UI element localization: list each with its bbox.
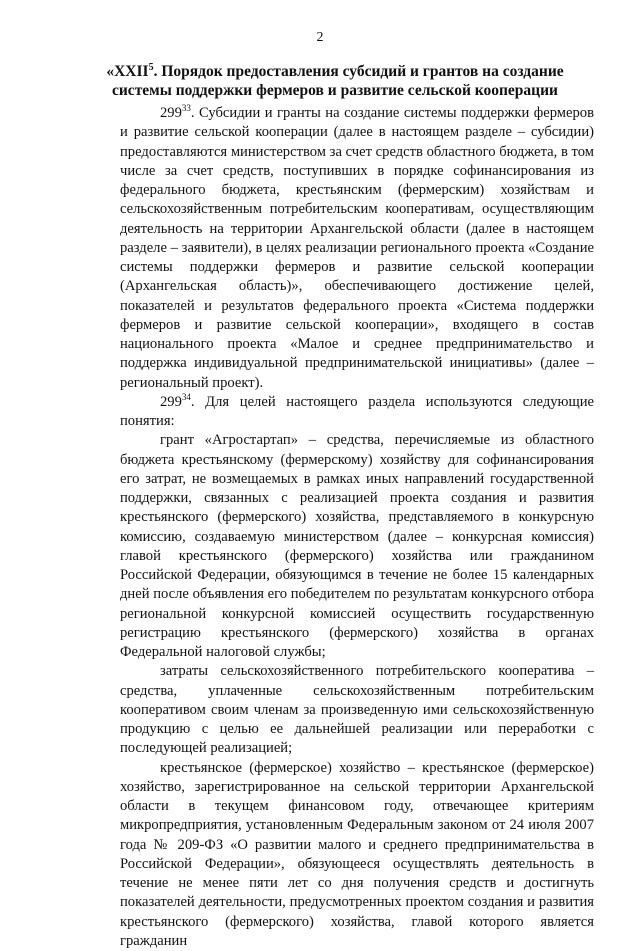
paragraph-superscript: 34	[182, 392, 191, 402]
heading-superscript: 5	[149, 62, 154, 73]
paragraph-text: затраты сельскохозяйственного потребительского кооператива – средства, уплаченные сельскохозяйственным потребительским кооперативом своим членам за произведенную ими сельскохозяйственную продукцию с целью ее дальнейшей реализации или переработки с последующей реализацией;	[120, 663, 594, 756]
paragraph-text: грант «Агростартап» – средства, перечисляемые из областного бюджета крестьянскому (фермерскому) хозяйству для софинансирования его затрат, не возмещаемых в рамках иных направлений государственной поддержки, связанных с реализацией проекта создания и развития крестьянского (фермерского) хозяйства, представляемого в конкурсную комиссию, создаваемую министерством (далее – конкурсная комиссия) главой крестьянского (фермерского) хозяйства или гражданином Российской Федерации, обязующимся в течение не более 15 календарных дней после объявления его победителем по результатам конкурсного отбора региональной конкурсной комиссией осуществить государственную регистрацию крестьянского (фермерского) хозяйства в органах Федеральной налоговой службы;	[120, 432, 594, 660]
document-body	[120, 104, 594, 951]
paragraph-299-34	[120, 393, 594, 432]
section-heading	[98, 58, 572, 100]
paragraph-number: 299	[160, 105, 182, 121]
page-number: 2	[0, 30, 640, 46]
paragraph-text: . Субсидии и гранты на создание системы поддержки фермеров и развитие сельской кооперации (далее в настоящем разделе – субсидии) предоставляются министерством за счет средств областного бюджета, в том числе за счет средств, поступивших в порядке софинансирования из федерального бюджета, крестьянским (фермерским) хозяйствам и сельскохозяйственным потребительским кооперативам, осуществляющим деятельность на территории Архангельской области (далее в настоящем разделе – заявители), в целях реализации регионального проекта «Создание системы поддержки фермеров и развитие сельской кооперации (Архангельская область)», обеспечивающего достижение целей, показателей и результатов федерального проекта «Система поддержки фермеров и развитие сельской кооперации», входящего в состав национального проекта «Малое и среднее предпринимательство и поддержка индивидуальной предпринимательской инициативы» (далее – региональный проект).	[120, 105, 594, 391]
paragraph-text: . Для целей настоящего раздела используются следующие понятия:	[120, 394, 594, 429]
definition-cooperative-costs	[120, 662, 594, 758]
paragraph-superscript: 33	[182, 103, 191, 113]
heading-prefix: «XXII	[106, 63, 148, 80]
heading-text: . Порядок предоставления субсидий и грантов на создание системы поддержки фермеров и развитие сельской кооперации	[112, 63, 564, 99]
paragraph-299-33	[120, 104, 594, 393]
paragraph-text: крестьянское (фермерское) хозяйство – крестьянское (фермерское) хозяйство, зарегистрированное на сельской территории Архангельской области в текущем финансовом году, отвечающее критериям микропредприятия, установленным Федеральным законом от 24 июля 2007 года № 209-ФЗ «О развитии малого и среднего предпринимательства в Российской Федерации», обязующееся осуществлять деятельность в течение не менее пяти лет со дня получения средств и достигнуть показателей деятельности, предусмотренных проектом создания и развития крестьянского (фермерского) хозяйства, главой которого является гражданин	[120, 760, 594, 949]
definition-agrostartap	[120, 431, 594, 662]
definition-farm	[120, 759, 594, 951]
paragraph-number: 299	[160, 394, 182, 410]
